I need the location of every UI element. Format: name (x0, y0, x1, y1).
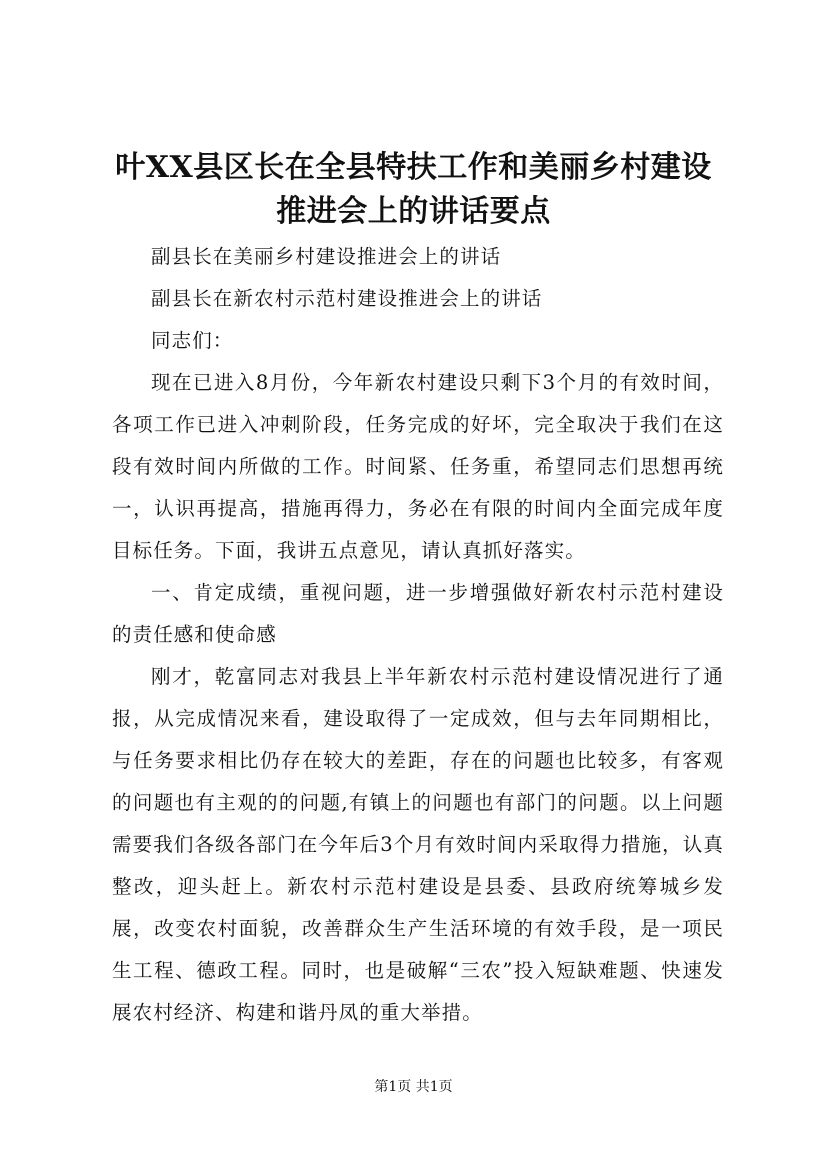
paragraph-2: 刚才，乾富同志对我县上半年新农村示范村建设情况进行了通报，从完成情况来看，建设取得了一定成效，但与去年同期相比，与任务要求相比仍存在较大的差距，存在的问题也比较多，有客观的问题也有主观的的问题,有镇上的问题也有部门的问题。以上问题需要我们各级各部门在今年后3个月有效时间内采取得力措施，认真整改，迎头赶上。新农村示范村建设是县委、县政府统筹城乡发展，改变农村面貌，改善群众生产生活环境的有效手段，是一项民生工程、德政工程。同时，也是破解“三农”投入短缺难题、快速发展农村经济、构建和谐丹凤的重大举措。 (112, 665, 724, 1024)
paragraph-1: 现在已进入8月份，今年新农村建设只剩下3个月的有效时间，各项工作已进入冲刺阶段，任务完成的好坏，完全取决于我们在这段有效时间内所做的工作。时间紧、任务重，希望同志们思想再统一，认识再提高，措施再得力，务必在有限的时间内全面完成年度目标任务。下面，我讲五点意见，请认真抓好落实。 (112, 371, 724, 562)
document-title-line2: 推进会上的讲话要点 (276, 194, 551, 229)
section-heading-1: 一、肯定成绩，重视问题，进一步增强做好新农村示范村建设的责任感和使命感 (112, 581, 724, 646)
page-footer: 第1页 共1页 (374, 1079, 453, 1095)
salutation: 同志们： (151, 329, 234, 352)
document-title-line1: 叶XX县区长在全县特扶工作和美丽乡村建设 (115, 150, 712, 185)
subtitle-2: 副县长在新农村示范村建设推进会上的讲话 (151, 287, 543, 310)
subtitle-1: 副县长在美丽乡村建设推进会上的讲话 (151, 245, 502, 268)
